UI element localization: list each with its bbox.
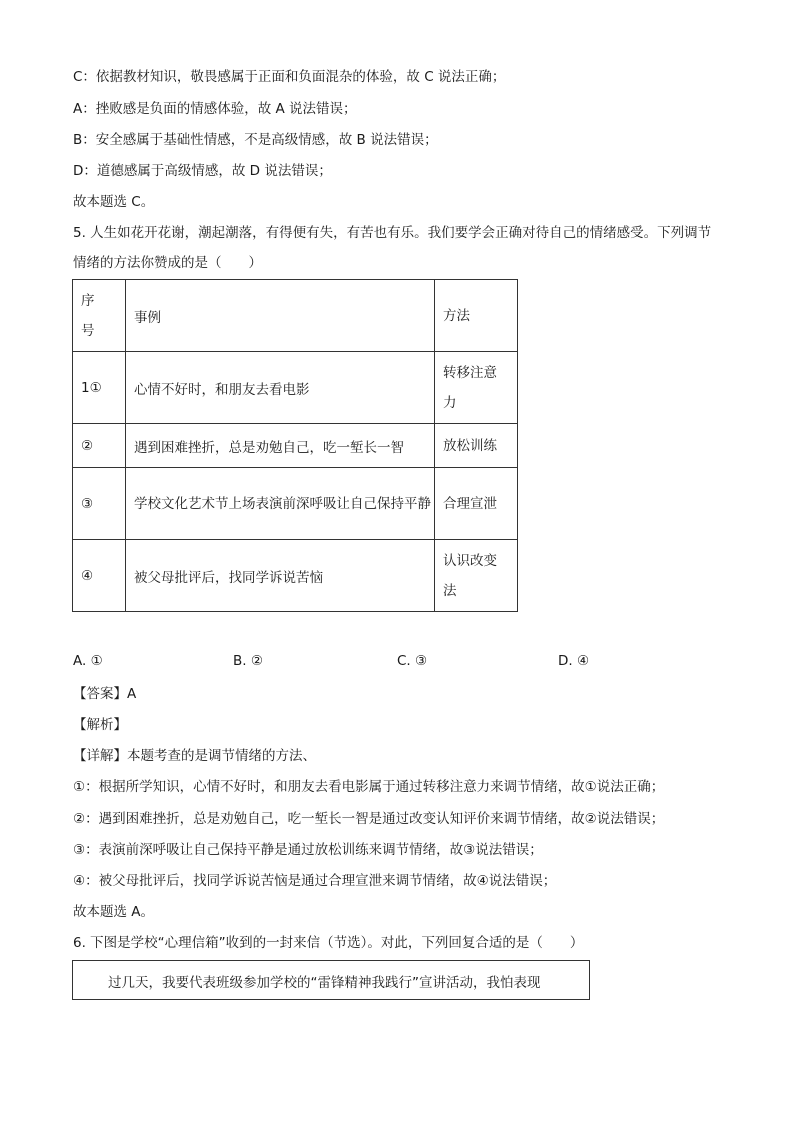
header-method: 方法 — [435, 280, 518, 352]
row-index: ③ — [73, 468, 126, 540]
option-a: A. ① — [73, 653, 103, 669]
header-index: 序号 — [73, 280, 126, 352]
prev-explanation-d: D：道德感属于高级情感，故 D 说法错误； — [73, 163, 332, 179]
answer-line: 【答案】A — [73, 686, 137, 702]
row-case: 遇到困难挫折，总是劝勉自己，吃一堑长一智 — [126, 424, 435, 468]
table-row — [73, 540, 518, 612]
detail-line: 【详解】本题考查的是调节情绪的方法、 — [73, 748, 316, 764]
q5-conclusion: 故本题选 A。 — [73, 904, 155, 920]
explanation-4: ④：被父母批评后，找同学诉说苦恼是通过合理宣泄来调节情绪，故④说法错误； — [73, 873, 557, 889]
row-method: 放松训练 — [435, 424, 518, 468]
explanation-1: ①：根据所学知识，心情不好时，和朋友去看电影属于通过转移注意力来调节情绪，故①说法正确； — [73, 779, 665, 795]
option-c: C. ③ — [397, 653, 428, 669]
row-method: 转移注意力 — [435, 352, 518, 424]
row-method: 合理宣泄 — [435, 468, 518, 540]
row-method: 认识改变法 — [435, 540, 518, 612]
table-row — [73, 468, 518, 540]
row-index: ② — [73, 424, 126, 468]
prev-conclusion: 故本题选 C。 — [73, 194, 155, 210]
row-case: 被父母批评后，找同学诉说苦恼 — [126, 540, 435, 612]
prev-explanation-b: B：安全感属于基础性情感，不是高级情感，故 B 说法错误； — [73, 132, 438, 148]
explanation-3: ③：表演前深呼吸让自己保持平静是通过放松训练来调节情绪，故③说法错误； — [73, 842, 543, 858]
header-case: 事例 — [126, 280, 435, 352]
row-case: 学校文化艺术节上场表演前深呼吸让自己保持平静 — [126, 468, 435, 540]
question-6-stem: 6. 下图是学校“心理信箱”收到的一封来信（节选）。对此，下列回复合适的是（ ） — [73, 935, 584, 951]
letter-text: 过几天，我要代表班级参加学校的“雷锋精神我践行”宣讲活动，我怕表现 — [108, 975, 541, 991]
table-header-row — [73, 280, 518, 352]
analysis-label: 【解析】 — [73, 717, 127, 733]
methods-table — [72, 279, 518, 612]
answer-options — [73, 653, 673, 673]
row-index: 1① — [73, 352, 126, 424]
explanation-2: ②：遇到困难挫折，总是劝勉自己，吃一堑长一智是通过改变认知评价来调节情绪，故②说法错误； — [73, 811, 665, 827]
prev-explanation-a: A：挫败感是负面的情感体验，故 A 说法错误； — [73, 101, 357, 117]
option-d: D. ④ — [558, 653, 590, 669]
question-5-stem: 5. 人生如花开花谢，潮起潮落，有得便有失，有苦也有乐。我们要学会正确对待自己的情绪感受。下列调节情绪的方法你赞成的是（ ） — [73, 225, 712, 271]
letter-excerpt-box — [72, 960, 590, 1000]
option-b: B. ② — [233, 653, 263, 669]
row-index: ④ — [73, 540, 126, 612]
table-row — [73, 352, 518, 424]
row-case: 心情不好时，和朋友去看电影 — [126, 352, 435, 424]
table-row — [73, 424, 518, 468]
prev-explanation-c: C：依据教材知识，敬畏感属于正面和负面混杂的体验，故 C 说法正确； — [73, 69, 506, 85]
